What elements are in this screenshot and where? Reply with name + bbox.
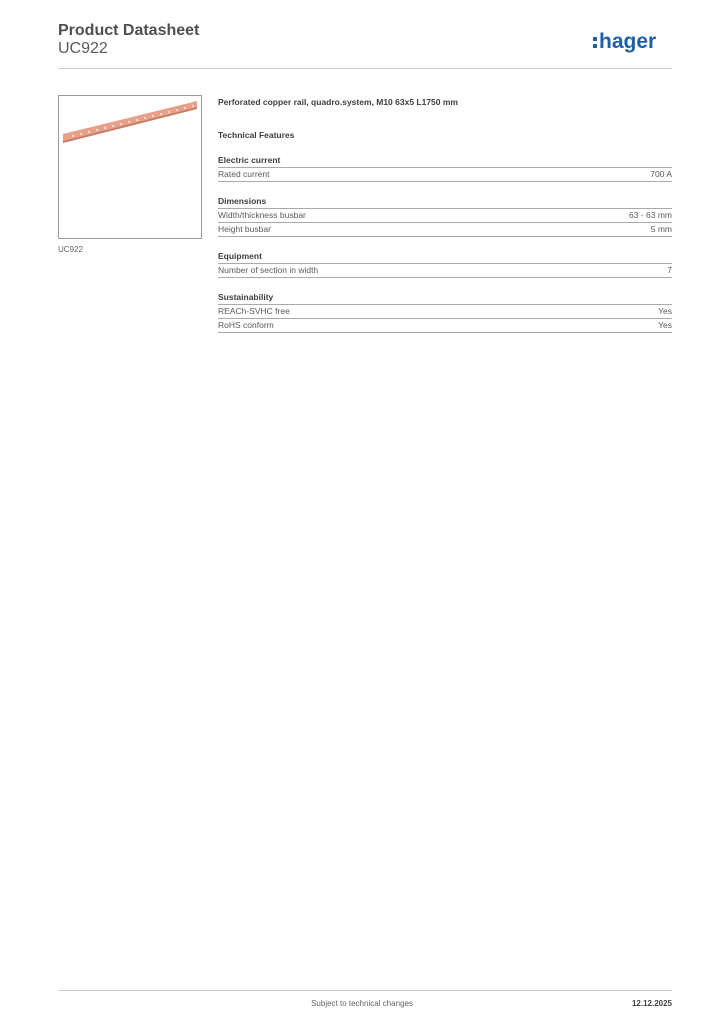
feature-group-electric-current — [218, 155, 672, 182]
datasheet-content — [218, 97, 672, 333]
feature-group-title: Dimensions — [218, 196, 672, 209]
header-divider — [58, 68, 672, 69]
feature-label: REACh-SVHC free — [218, 306, 290, 316]
feature-value: 700 A — [650, 169, 672, 179]
feature-value: Yes — [658, 306, 672, 316]
footer-divider — [58, 990, 672, 991]
feature-value: Yes — [658, 320, 672, 330]
logo-dot-bottom — [593, 44, 597, 48]
feature-label: RoHS conform — [218, 320, 274, 330]
feature-value: 5 mm — [650, 224, 672, 234]
page-title: Product Datasheet — [58, 22, 200, 39]
feature-group-title: Electric current — [218, 155, 672, 168]
feature-label: Height busbar — [218, 224, 271, 234]
feature-row — [218, 319, 672, 333]
hager-logo — [592, 28, 672, 54]
feature-group-title: Equipment — [218, 251, 672, 264]
product-code: UC922 — [58, 40, 108, 57]
feature-group-title: Sustainability — [218, 292, 672, 305]
feature-value: 63 - 63 mm — [629, 210, 672, 220]
feature-row — [218, 264, 672, 278]
footer-note: Subject to technical changes — [311, 999, 413, 1008]
feature-label: Number of section in width — [218, 265, 319, 275]
feature-row — [218, 223, 672, 237]
feature-row — [218, 305, 672, 319]
logo-text: hager — [599, 30, 657, 53]
copper-rail-image — [59, 96, 201, 238]
logo-dot-top — [593, 37, 597, 41]
feature-label: Width/thickness busbar — [218, 210, 306, 220]
feature-group-equipment — [218, 251, 672, 278]
product-image-frame — [58, 95, 202, 239]
page-header — [58, 22, 199, 58]
feature-row — [218, 209, 672, 223]
feature-group-sustainability — [218, 292, 672, 333]
feature-value: 7 — [667, 265, 672, 275]
feature-label: Rated current — [218, 169, 270, 179]
feature-group-dimensions — [218, 196, 672, 237]
product-description: Perforated copper rail, quadro.system, M10 63x5 L1750 mm — [218, 97, 458, 107]
feature-row — [218, 168, 672, 182]
footer-date: 12.12.2025 — [631, 999, 672, 1008]
image-caption: UC922 — [58, 245, 83, 254]
technical-features-title: Technical Features — [218, 130, 295, 140]
